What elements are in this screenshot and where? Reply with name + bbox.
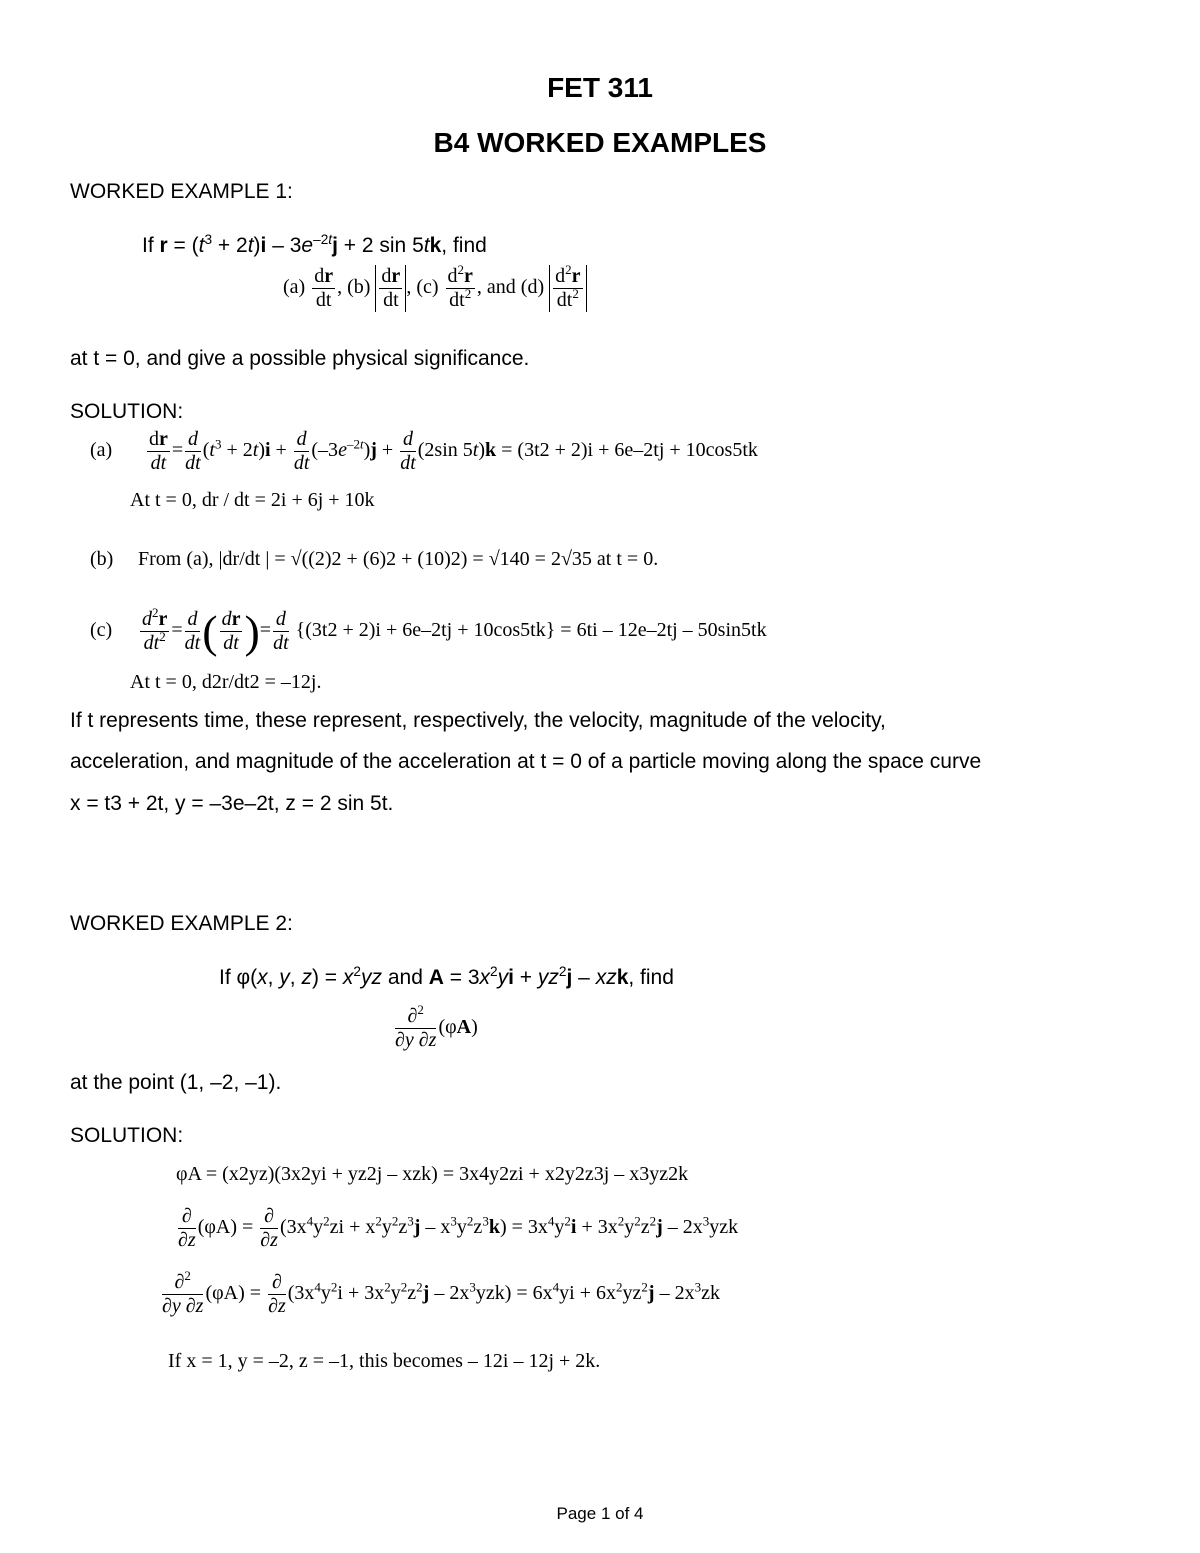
example2-solution-line-2: $\frac{\partial}{\partial z}$ (φA) = $\frac{\partial}{\partial z}$ $(3x^4y^2zi + x^2y^2z^3j - x^3y^2z^3k) = 3x^4y^2i + 3x^2y^2z^2j - 2x^3yzk$ (178, 1205, 739, 1251)
part-a-label: (a) (90, 439, 113, 462)
part-c-label: (c) (90, 619, 113, 642)
part-b-label: (b) (90, 548, 114, 570)
example1-given: If $r = (t^3 + 2t)i - 3e^{-2t}j + 2$ sin 5tk, find (142, 231, 487, 257)
example1-parts: (a) $\frac{dr}{dt}$ , (b) $\frac{dr}{dt}$ , (c) $\frac{d^2r}{dt^2}$ , and (d) $\frac{d^2r}{dt^2}$ (283, 265, 587, 312)
example2-solution-line-3: $\frac{\partial^2}{\partial y \partial z}$ (φA) = $\frac{\partial}{\partial z}$ $(3x^4y^2i + 3x^2y^2z^2j - 2x^3yzk) = 6x^4yi + 6x^2yz^2j - 2x^3zk$ (162, 1268, 720, 1317)
part-a-result-expression: = (3t2 + 2)i + 6e–2tj + 10cos5tk (501, 439, 758, 462)
example1-heading: WORKED EXAMPLE 1: (70, 180, 293, 203)
example2-solution-line-4: If x = 1, y = –2, z = –1, this becomes – 12i – 12j + 2k. (168, 1350, 601, 1372)
example2-given: If φ(x, y, $z) = x^2yz$ and $A = 3x^2yi + yz^2j$ – xzk, find (219, 963, 674, 989)
example1-explanation-line-1: If t represents time, these represent, respectively, the velocity, magnitude of the velocity, (70, 709, 886, 732)
example2-point: at the point (1, –2, –1). (70, 1071, 282, 1094)
example1-condition: at t = 0, and give a possible physical significance. (70, 347, 530, 370)
example1-solution-label: SOLUTION: (70, 400, 184, 423)
example1-part-c: (c) $\frac{d^2r}{dt^2}$ = $\frac{d}{dt}$ ( $\frac{dr}{dt}$ )= $\frac{d}{dt}$ {(3t2 + 2)i + 6e–2tj + 10cos5tk} = 6ti – 12e–2tj – 50sin5tk (90, 605, 767, 657)
example1-explanation-line-2: acceleration, and magnitude of the acceleration at t = 0 of a particle moving along the space curve (70, 750, 982, 773)
example2-target-expression: $\frac{\partial^2}{\partial y \partial z}$ (φA) (395, 1002, 478, 1051)
part-c-expression: {(3t2 + 2)i + 6e–2tj + 10cos5tk} = 6ti – 12e–2tj – 50sin5tk (295, 619, 767, 642)
example2-heading: WORKED EXAMPLE 2: (70, 912, 293, 935)
example1-part-c-result: At t = 0, d2r/dt2 = –12j. (130, 671, 322, 693)
example2-solution-label: SOLUTION: (70, 1124, 184, 1147)
course-code: FET 311 (547, 72, 653, 103)
example1-explanation-line-3: x = t3 + 2t, y = –3e–2t, z = 2 sin 5t. (70, 792, 394, 815)
page-title: B4 WORKED EXAMPLES (433, 127, 767, 158)
example1-part-a: (a) $\frac{dr}{dt}$ = $\frac{d}{dt}$ $(t^3 + 2t)i$ + $\frac{d}{dt}$ $(-3e^{-2t})j$ + $\frac{d}{dt}$ (2sin 5t)k = (3t2 + 2)i + 6e–2tj + 10cos5tk (90, 428, 758, 474)
example1-part-a-result: At t = 0, dr / dt = 2i + 6j + 10k (130, 489, 375, 511)
example2-solution-line-1: φA = (x2yz)(3x2yi + yz2j – xzk) = 3x4y2zi + x2y2z3j – x3yz2k (176, 1163, 689, 1185)
example1-part-b (90, 548, 658, 571)
page-number: Page 1 of 4 (556, 1504, 644, 1523)
part-b-text: From (a), |dr/dt | = √((2)2 + (6)2 + (10)2) = √140 = 2√35 at t = 0. (138, 548, 659, 570)
